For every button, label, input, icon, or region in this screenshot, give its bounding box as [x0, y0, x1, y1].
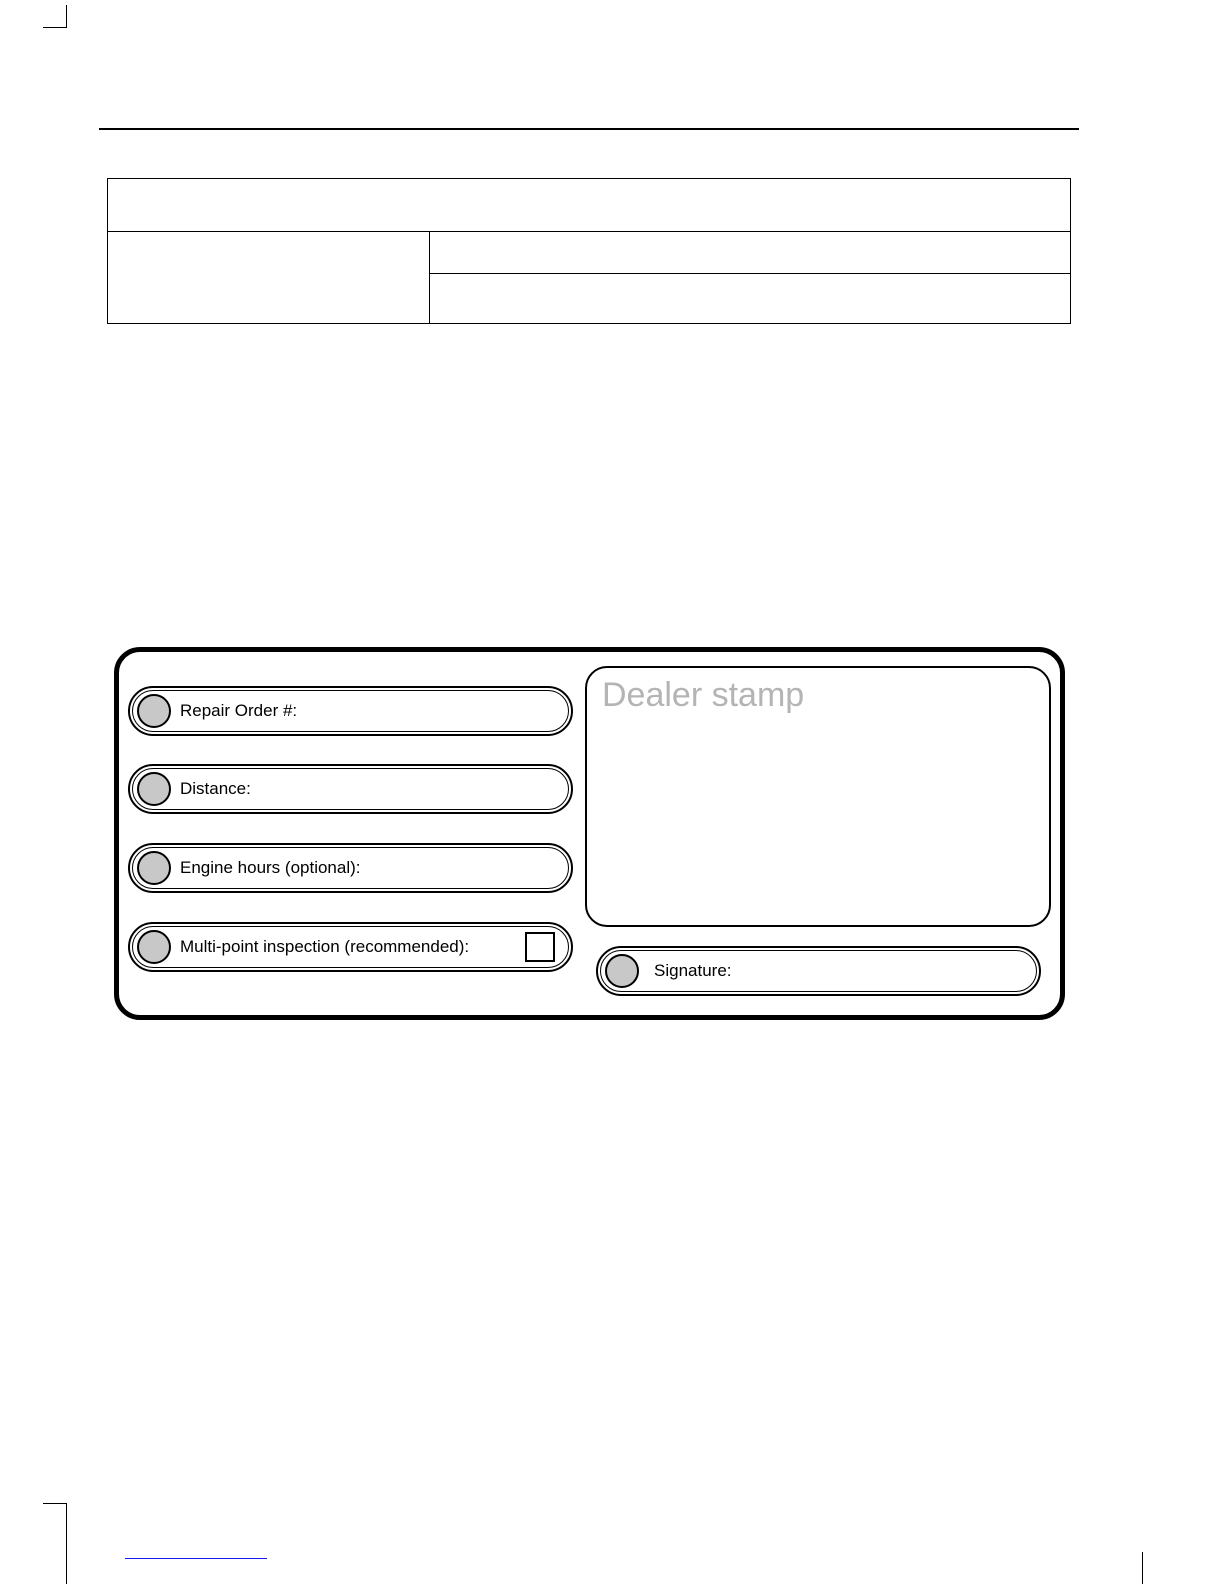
dealer-stamp-box[interactable] [585, 666, 1051, 927]
distance-label: Distance: [180, 779, 251, 798]
record-table [107, 178, 1071, 324]
crop-mark-bottom-left [43, 1503, 67, 1504]
signature-field[interactable] [596, 946, 1041, 996]
header-rule [99, 128, 1079, 130]
record-table-right-bottom-cell[interactable] [429, 273, 1070, 323]
field-marker-icon [137, 694, 171, 728]
repair-order-field[interactable] [128, 686, 573, 736]
inspection-field [128, 922, 573, 972]
record-table-left-cell[interactable] [108, 231, 430, 323]
engine-hours-label: Engine hours (optional): [180, 858, 361, 877]
crop-mark-top-left [43, 27, 67, 28]
repair-order-label: Repair Order #: [180, 701, 298, 720]
crop-mark-bottom-right [1142, 1552, 1143, 1584]
footer-link-underline[interactable] [125, 1558, 267, 1559]
record-table-header-cell[interactable] [108, 179, 1070, 232]
crop-mark-top-left [66, 5, 67, 28]
crop-mark-bottom-left [66, 1503, 67, 1584]
inspection-checkbox[interactable] [525, 932, 555, 962]
distance-field[interactable] [128, 764, 573, 814]
inspection-label: Multi-point inspection (recommended): [180, 937, 470, 956]
record-table-right-top-cell[interactable] [429, 231, 1070, 274]
field-marker-icon [137, 930, 171, 964]
signature-label: Signature: [654, 961, 732, 980]
field-marker-icon [137, 851, 171, 885]
field-marker-icon [137, 772, 171, 806]
dealer-stamp-label: Dealer stamp [602, 676, 805, 714]
field-marker-icon [605, 954, 639, 988]
engine-hours-field[interactable] [128, 843, 573, 893]
